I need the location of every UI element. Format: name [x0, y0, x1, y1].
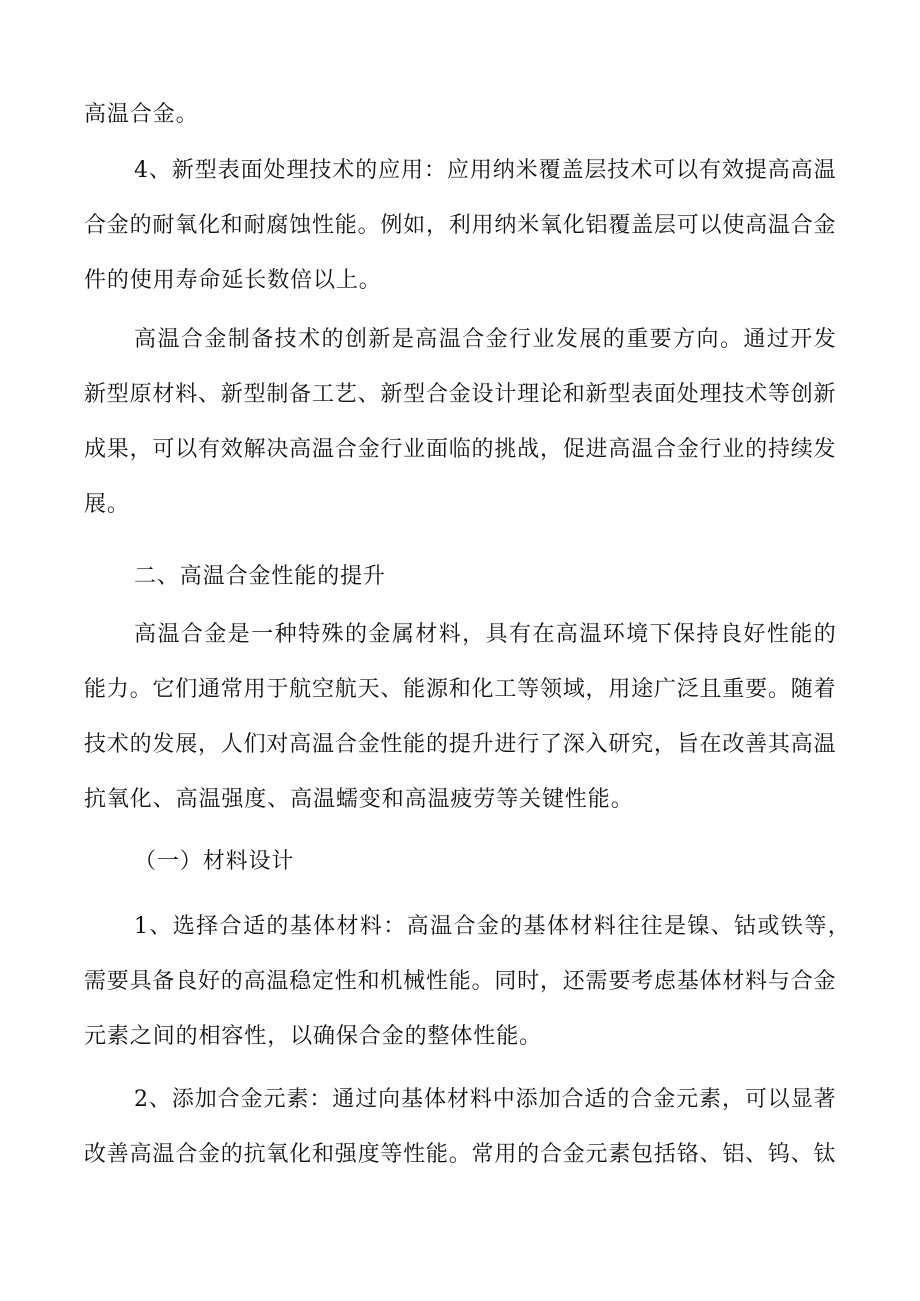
paragraph-line: 展。: [84, 492, 130, 517]
paragraph-line: 1 、 选 择 合 适 的 基 体 材 料 ： 高 温 合 金 的 基 体 材 料 往 往 是 镍 、 钴 或 铁 等 ，: [134, 914, 850, 939]
paragraph-line: 改 善 高 温 合 金 的 抗 氧 化 和 强 度 等 性 能 。 常 用 的 合 金 元 素 包 括 铬 、 铝 、 钨 、 钛: [84, 1142, 836, 1167]
paragraph-line: 能 力 。 它 们 通 常 用 于 航 空 航 天 、 能 源 和 化 工 等 领 域 ， 用 途 广 泛 且 重 要 。 随 着: [84, 677, 836, 702]
paragraph-line: 4 、 新 型 表 面 处 理 技 术 的 应 用 ： 应 用 纳 米 覆 盖 层 技 术 可 以 有 效 提 高 高 温: [134, 158, 836, 183]
section-heading: 二、高温合金性能的提升: [134, 564, 386, 589]
paragraph-line: 2 、 添 加 合 金 元 素 ： 通 过 向 基 体 材 料 中 添 加 合 适 的 合 金 元 素 ， 可 以 显 著: [134, 1087, 836, 1112]
paragraph-line: 件的使用寿命延长数倍以上。: [84, 268, 382, 293]
paragraph-line: 高 温 合 金 是 一 种 特 殊 的 金 属 材 料 ， 具 有 在 高 温 环 境 下 保 持 良 好 性 能 的: [134, 622, 836, 647]
subsection-heading: （一）材料设计: [134, 849, 295, 874]
paragraph-line: 合 金 的 耐 氧 化 和 耐 腐 蚀 性 能 。 例 如 ， 利 用 纳 米 氧 化 铝 覆 盖 层 可 以 使 高 温 合 金: [84, 213, 836, 238]
paragraph-line: 需 要 具 备 良 好 的 高 温 稳 定 性 和 机 械 性 能 。 同 时 ， 还 需 要 考 虑 基 体 材 料 与 合 金: [84, 969, 836, 994]
paragraph-line: 技 术 的 发 展 ， 人 们 对 高 温 合 金 性 能 的 提 升 进 行 了 深 入 研 究 ， 旨 在 改 善 其 高 温: [84, 732, 836, 757]
paragraph-line: 高 温 合 金 制 备 技 术 的 创 新 是 高 温 合 金 行 业 发 展 的 重 要 方 向 。 通 过 开 发: [134, 327, 836, 352]
paragraph-line: 成 果 ， 可 以 有 效 解 决 高 温 合 金 行 业 面 临 的 挑 战 ， 促 进 高 温 合 金 行 业 的 持 续 发: [84, 437, 836, 462]
paragraph-line: 元素之间的相容性，以确保合金的整体性能。: [84, 1024, 543, 1049]
paragraph-line: 抗氧化、高温强度、高温蠕变和高温疲劳等关键性能。: [84, 787, 634, 812]
paragraph-line: 高温合金。: [84, 102, 199, 127]
paragraph-line: 新 型 原 材 料 、 新 型 制 备 工 艺 、 新 型 合 金 设 计 理 论 和 新 型 表 面 处 理 技 术 等 创 新: [84, 382, 836, 407]
